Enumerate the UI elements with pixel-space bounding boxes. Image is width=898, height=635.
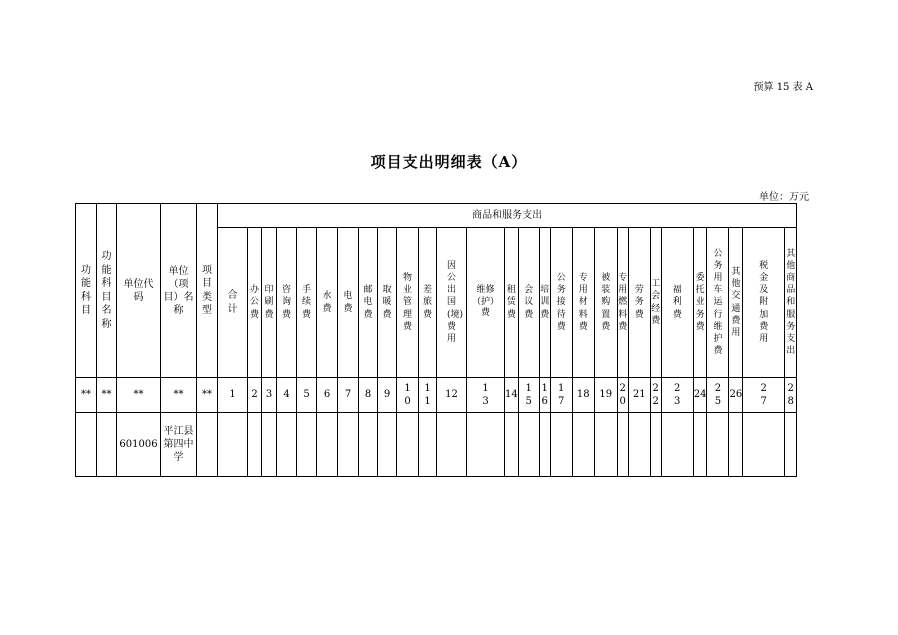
expense-header: 租赁费 [505, 228, 519, 378]
value-cell [572, 413, 594, 477]
index-cell: ** [76, 378, 97, 413]
expense-header: 水费 [317, 228, 338, 378]
index-cell: ** [117, 378, 161, 413]
expense-header: 会议费 [518, 228, 539, 378]
value-cell [628, 413, 650, 477]
index-cell: 19 [594, 378, 617, 413]
index-cell: 22 [650, 378, 661, 413]
index-cell: 16 [539, 378, 550, 413]
expense-header: 被装购置费 [594, 228, 617, 378]
index-cell: 23 [661, 378, 693, 413]
value-cell [661, 413, 693, 477]
value-cell [617, 413, 628, 477]
value-cell [338, 413, 359, 477]
index-cell: 28 [785, 378, 797, 413]
func-name-cell [97, 413, 117, 477]
value-cell [650, 413, 661, 477]
expense-header: 专用燃料费 [617, 228, 628, 378]
expense-header: 电费 [338, 228, 359, 378]
index-cell: 13 [467, 378, 505, 413]
expense-header: 公务接待费 [550, 228, 572, 378]
index-cell: 4 [277, 378, 297, 413]
index-cell: 3 [262, 378, 277, 413]
index-cell: 7 [338, 378, 359, 413]
index-cell: 21 [628, 378, 650, 413]
index-cell: 11 [419, 378, 437, 413]
index-cell: ** [161, 378, 197, 413]
value-cell [397, 413, 419, 477]
value-cell [359, 413, 378, 477]
value-cell [467, 413, 505, 477]
unit-code-cell: 601006 [117, 413, 161, 477]
table-row [76, 413, 797, 477]
index-cell: 6 [317, 378, 338, 413]
func-code-header: 功能科目 [76, 204, 97, 378]
expense-header: 税金及附加费用 [743, 228, 785, 378]
index-cell: 14 [505, 378, 519, 413]
expense-header: 取暖费 [378, 228, 397, 378]
func-code-cell [76, 413, 97, 477]
expense-header: 差旅费 [419, 228, 437, 378]
index-cell: 10 [397, 378, 419, 413]
expense-header: 印刷费 [262, 228, 277, 378]
index-cell: 24 [693, 378, 707, 413]
value-cell [550, 413, 572, 477]
expense-header: 办公费 [248, 228, 262, 378]
expense-header: 工会经费 [650, 228, 661, 378]
index-cell: 1 [218, 378, 248, 413]
expense-header: 公务用车运行维护费 [707, 228, 729, 378]
value-cell [594, 413, 617, 477]
expense-header: 其他商品和服务支出 [785, 228, 797, 378]
index-cell: 5 [297, 378, 317, 413]
value-cell [729, 413, 743, 477]
value-cell [539, 413, 550, 477]
index-cell: 20 [617, 378, 628, 413]
value-cell [277, 413, 297, 477]
index-cell: 17 [550, 378, 572, 413]
index-cell: 26 [729, 378, 743, 413]
expense-header: 因公出国(境)费用 [437, 228, 467, 378]
index-cell: ** [97, 378, 117, 413]
group-header-goods-services: 商品和服务支出 [218, 204, 797, 228]
expense-header: 劳务费 [628, 228, 650, 378]
value-cell [505, 413, 519, 477]
form-id-label: 预算 15 表 A [753, 82, 813, 93]
expense-header: 维修（护）费 [467, 228, 505, 378]
value-cell [378, 413, 397, 477]
func-name-header: 功能科目名称 [97, 204, 117, 378]
expense-header: 福利费 [661, 228, 693, 378]
page-title: 项目支出明细表（A） [370, 153, 528, 171]
expense-header: 委托业务费 [693, 228, 707, 378]
expense-header: 专用材料费 [572, 228, 594, 378]
project-type-cell [197, 413, 218, 477]
value-cell [419, 413, 437, 477]
index-cell: 15 [518, 378, 539, 413]
index-cell: 12 [437, 378, 467, 413]
expense-header: 邮电费 [359, 228, 378, 378]
value-cell [693, 413, 707, 477]
expense-header: 咨询费 [277, 228, 297, 378]
index-cell: 8 [359, 378, 378, 413]
value-cell [518, 413, 539, 477]
value-cell [437, 413, 467, 477]
unit-code-header: 单位代码 [117, 204, 161, 378]
unit-label: 单位：万元 [759, 192, 809, 203]
expense-header: 其他交通费用 [729, 228, 743, 378]
value-cell [785, 413, 797, 477]
index-cell: 27 [743, 378, 785, 413]
index-cell: 9 [378, 378, 397, 413]
expense-header: 合计 [218, 228, 248, 378]
expense-header: 物业管理费 [397, 228, 419, 378]
index-cell: 25 [707, 378, 729, 413]
expense-header: 培训费 [539, 228, 550, 378]
project-type-header: 项目类型 [197, 204, 218, 378]
value-cell [297, 413, 317, 477]
unit-name-header: 单位（项目）名称 [161, 204, 197, 378]
index-cell: ** [197, 378, 218, 413]
value-cell [218, 413, 248, 477]
expense-detail-table [75, 203, 797, 477]
value-cell [317, 413, 338, 477]
value-cell [743, 413, 785, 477]
expense-header: 手续费 [297, 228, 317, 378]
value-cell [248, 413, 262, 477]
index-cell: 2 [248, 378, 262, 413]
value-cell [262, 413, 277, 477]
index-cell: 18 [572, 378, 594, 413]
unit-name-cell: 平江县第四中学 [161, 413, 197, 477]
value-cell [707, 413, 729, 477]
